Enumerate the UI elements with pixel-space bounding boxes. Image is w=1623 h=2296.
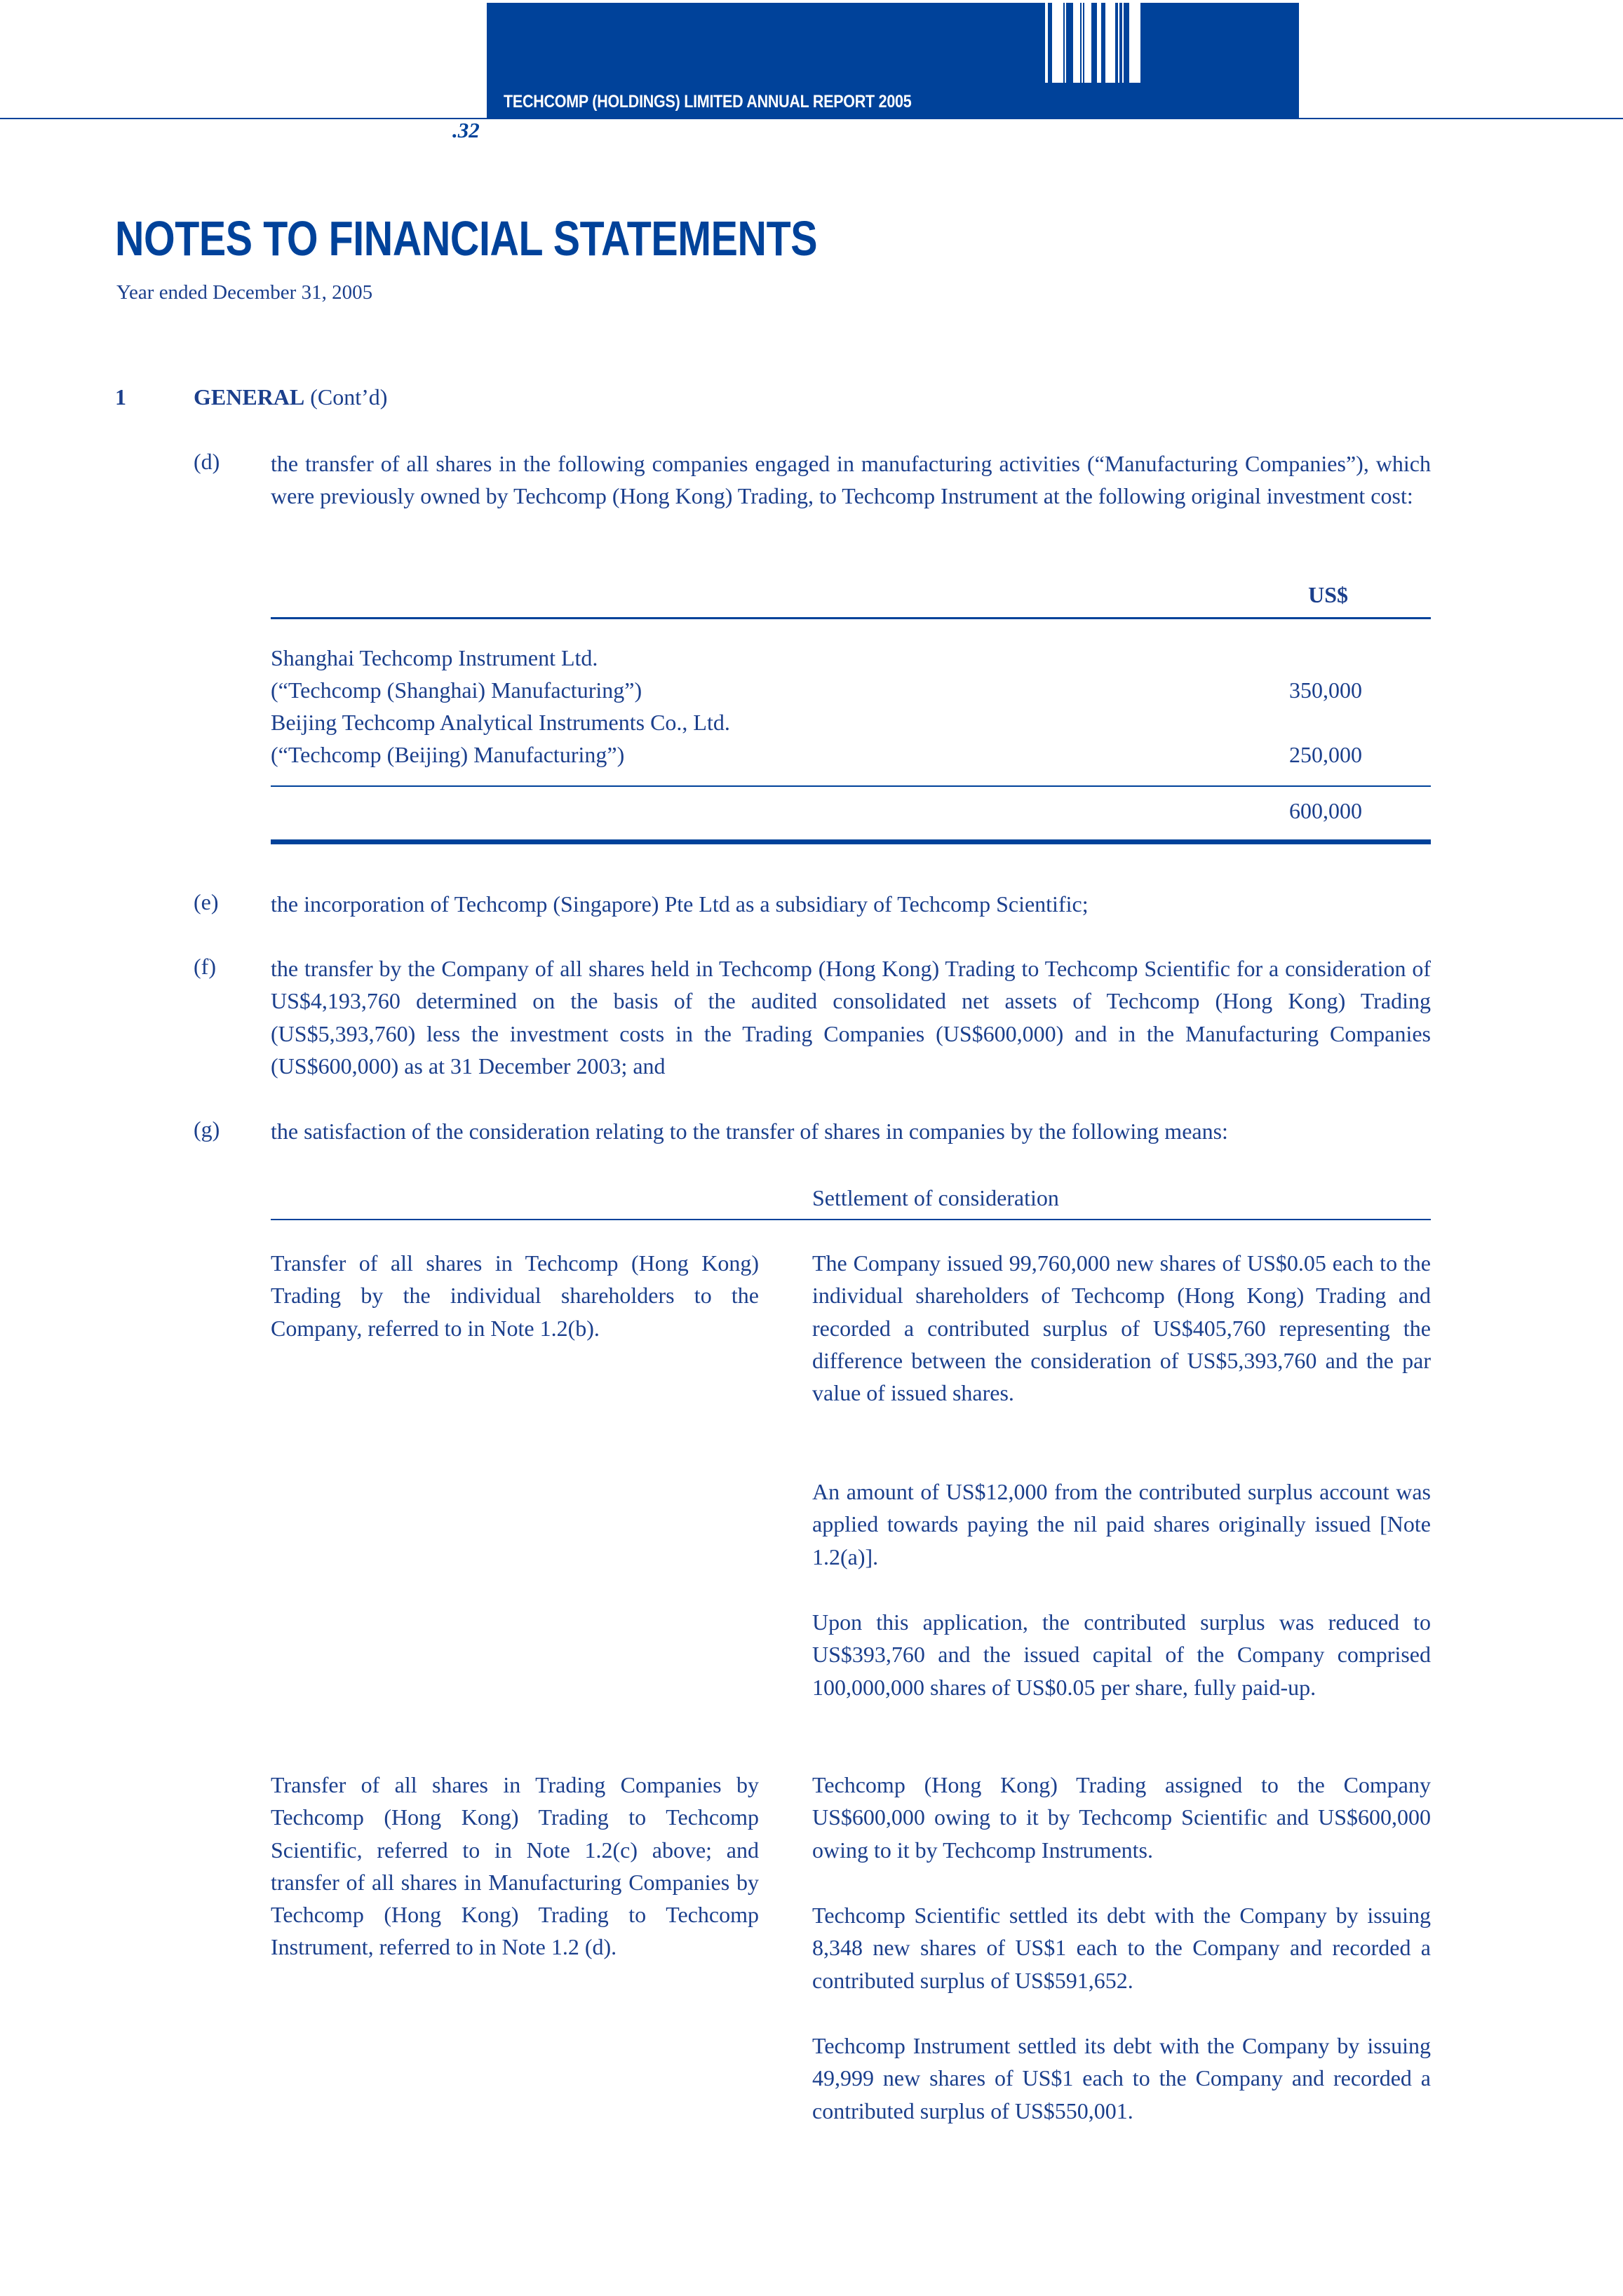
- section-title-suffix: (Cont’d): [304, 384, 388, 410]
- table-rule-total: [271, 839, 1431, 844]
- item-text-e: the incorporation of Techcomp (Singapore) Pte Ltd as a subsidiary of Techcomp Scientific;: [271, 891, 1089, 917]
- item-label-g: (g): [194, 1116, 220, 1142]
- settlement-transaction: Transfer of all shares in Trading Companies by Techcomp (Hong Kong) Trading to Techcomp Scientific, referred to in Note 1.2(c) above; and transfer of all shares in Manufacturing Companies by Techcomp (Hong Kong) Trading to Techcomp Instrument, referred to in Note 1.2 (d).: [271, 1772, 759, 1960]
- settlement-paragraph: The Company issued 99,760,000 new shares of US$0.05 each to the individual shareholders of Techcomp (Hong Kong) Trading and recorded a contributed surplus of US$405,760 representing the difference between the consideration of US$5,393,760 and the par value of issued shares.: [812, 1250, 1431, 1406]
- settlement-header: Settlement of consideration: [812, 1185, 1059, 1210]
- header-rule: [0, 118, 1623, 119]
- settlement-transaction: Transfer of all shares in Techcomp (Hong Kong) Trading by the individual shareholders to the Company, referred to in Note 1.2(b).: [271, 1250, 759, 1341]
- page-title: NOTES TO FINANCIAL STATEMENTS: [115, 211, 818, 266]
- settlement-paragraph: Techcomp Instrument settled its debt with the Company by issuing 49,999 new shares of US$1 each to the Company and recorded a contributed surplus of US$550,001.: [812, 2033, 1431, 2123]
- item-label-e: (e): [194, 889, 219, 914]
- table-rule-top: [271, 617, 1431, 619]
- settlement-rule: [271, 1219, 1431, 1220]
- company-name: Beijing Techcomp Analytical Instruments Co., Ltd.: [271, 710, 730, 735]
- company-name: Shanghai Techcomp Instrument Ltd.: [271, 645, 598, 670]
- company-amount: 350,000: [1289, 677, 1362, 703]
- company-amount: 250,000: [1289, 742, 1362, 767]
- section-heading: [194, 384, 387, 410]
- company-alias: (“Techcomp (Beijing) Manufacturing”): [271, 742, 625, 767]
- report-title: TECHCOMP (HOLDINGS) LIMITED ANNUAL REPORT 2005: [504, 92, 912, 112]
- company-alias: (“Techcomp (Shanghai) Manufacturing”): [271, 677, 642, 703]
- table-rule-subtotal: [271, 785, 1431, 787]
- header-band: [487, 3, 1299, 119]
- item-text-d: the transfer of all shares in the following companies engaged in manufacturing activities (“Manufacturing Companies”), which were previously owned by Techcomp (Hong Kong) Trading, to Techcomp Instrument at the following original investment cost:: [271, 451, 1431, 509]
- item-text-f: the transfer by the Company of all shares held in Techcomp (Hong Kong) Trading to Techcomp Scientific for a consideration of US$4,193,760 determined on the basis of the audited consolidated net assets of Techcomp (Hong Kong) Trading (US$5,393,760) less the investment costs in the Trading Companies (US$600,000) and in the Manufacturing Companies (US$600,000) as at 31 December 2003; and: [271, 956, 1431, 1079]
- section-number: 1: [115, 384, 126, 410]
- barcode-stripes-icon: [1045, 3, 1143, 83]
- item-label-f: (f): [194, 954, 216, 979]
- section-title: GENERAL: [194, 384, 305, 410]
- settlement-paragraph: Upon this application, the contributed surplus was reduced to US$393,760 and the issued capital of the Company comprised 100,000,000 shares of US$0.05 per share, fully paid-up.: [812, 1609, 1431, 1700]
- settlement-paragraph: Techcomp (Hong Kong) Trading assigned to the Company US$600,000 owing to it by Techcomp Scientific and US$600,000 owing to it by Techcomp Instruments.: [812, 1772, 1431, 1863]
- settlement-paragraph: Techcomp Scientific settled its debt with the Company by issuing 8,348 new shares of US$1 each to the Company and recorded a contributed surplus of US$591,652.: [812, 1903, 1431, 1993]
- total-amount: 600,000: [1289, 798, 1362, 823]
- item-text-g: the satisfaction of the consideration relating to the transfer of shares in companies by the following means:: [271, 1119, 1228, 1144]
- item-label-d: (d): [194, 449, 220, 474]
- settlement-paragraph: An amount of US$12,000 from the contributed surplus account was applied towards paying the nil paid shares originally issued [Note 1.2(a)].: [812, 1479, 1431, 1569]
- page-number: .32: [452, 118, 480, 142]
- page-subtitle: Year ended December 31, 2005: [116, 281, 373, 304]
- currency-header: US$: [1308, 582, 1348, 607]
